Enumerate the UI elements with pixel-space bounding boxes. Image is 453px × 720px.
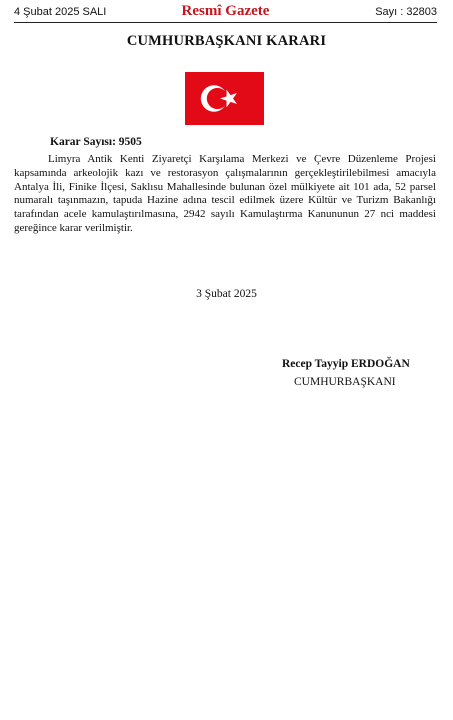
decree-body: Limyra Antik Kenti Ziyaretçi Karşılama Merkezi ve Çevre Düzenleme Projesi kapsamında arkeolojik kazı ve restorasyon çalışmalarının gerçekleştirilebilmesi amacıyla Antalya İli, Finike İlçesi, Saklısu Mahallesinde bulunan özel mülkiyete ait 101 ada, 52 parsel numaralı taşınmazın, tapuda Hazine adına tescil edilmek üzere Kültür ve Turizm Bakanlığı tarafından acele kamulaştırılmasına, 2942 sayılı Kamulaştırma Kanununun 27 nci maddesi gereğince karar verilmiştir.	[14, 153, 436, 234]
signer-title: CUMHURBAŞKANI	[294, 376, 396, 388]
header-divider	[14, 22, 437, 23]
turkish-flag-icon	[185, 72, 264, 125]
gazette-header	[14, 3, 437, 21]
gazette-name: Resmî Gazete	[181, 3, 270, 19]
decree-number: Karar Sayısı: 9505	[50, 136, 142, 148]
publication-date: 4 Şubat 2025 SALI	[14, 6, 107, 18]
document-title: CUMHURBAŞKANI KARARI	[126, 33, 327, 49]
signer-name: Recep Tayyip ERDOĞAN	[282, 358, 410, 370]
issue-number: Sayı : 32803	[375, 6, 437, 18]
decree-date: 3 Şubat 2025	[196, 288, 257, 300]
